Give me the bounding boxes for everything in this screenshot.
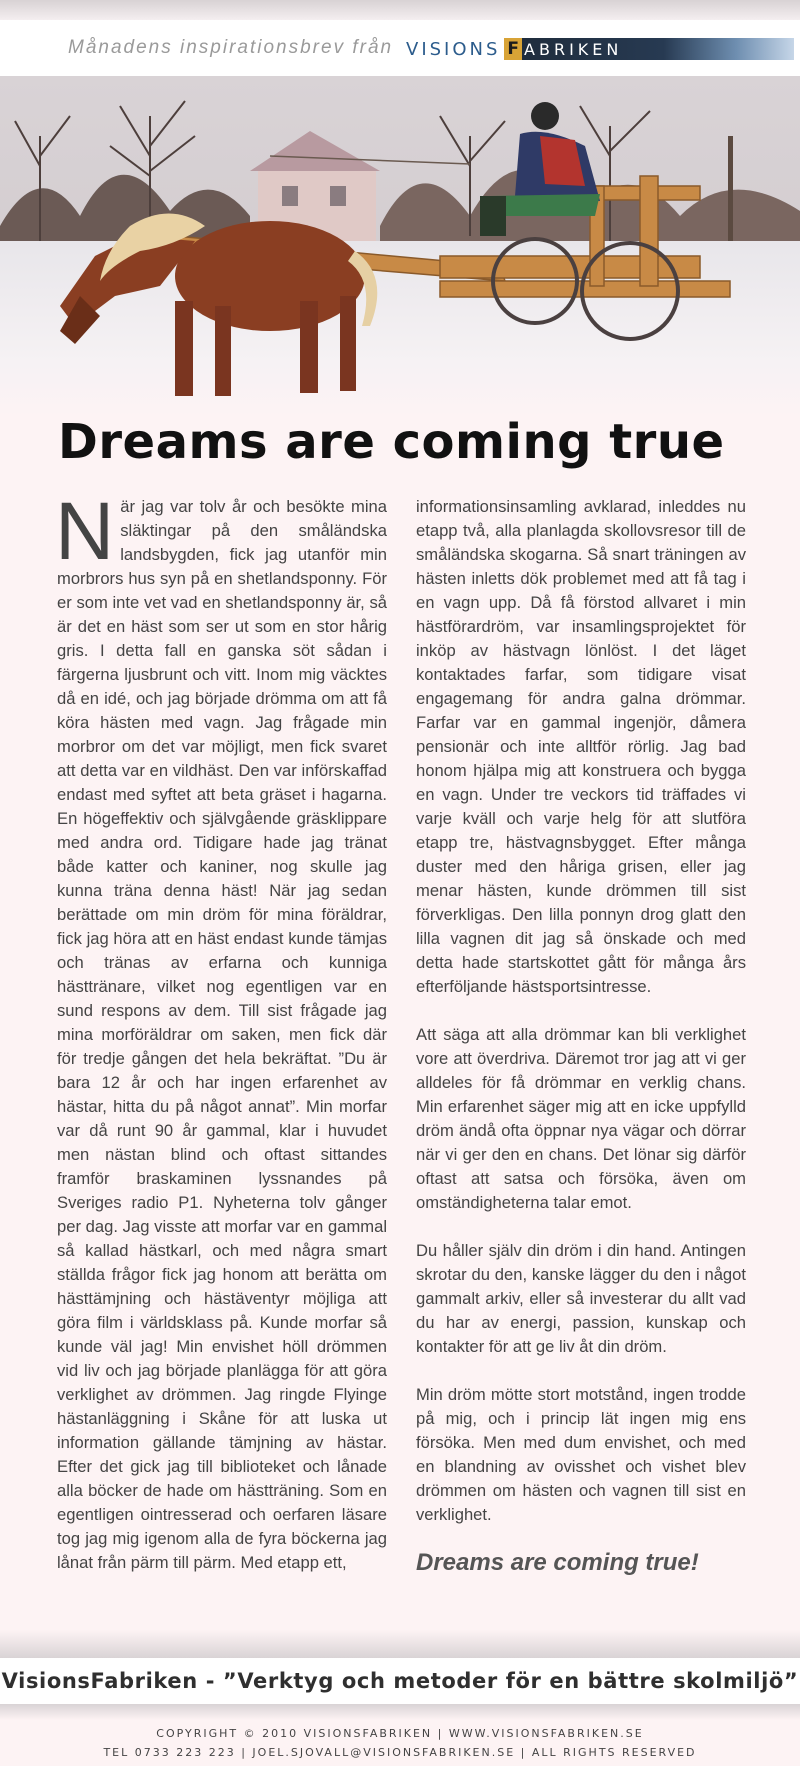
logo-abriken-text: ABRIKEN [524, 39, 623, 59]
footer-divider-top [0, 1630, 800, 1658]
newsletter-tagline: Månadens inspirationsbrev från [68, 37, 394, 58]
article-paragraph: Min dröm mötte stort motstånd, ingen trodde på mig, och i princip lät ingen mig ens försöka. Men med dum envishet, och med en blandning av ovisshet och vishet blev drömmen om hästen och vagnen till sist en verklighet. [416, 1385, 746, 1524]
visionsfabriken-logo[interactable] [406, 38, 794, 60]
footer-divider-bottom [0, 1704, 800, 1720]
article-paragraph-text: är jag var tolv år och besökte mina släktingar på den småländska landsbygden, fick jag utanför min morbrors hus syn på en shetlandsponny. För er som inte vet vad en shetlandsponny är, så är det en häst som ser ut som en stor hårig gris. I detta fall en ganska söt sådan i färgerna ljusbrunt och vitt. Inom mig väcktes då en idé, och jag började drömma om att få köra hästen med vagn. Jag frågade min morbror om det var möjligt, men fick svaret att detta var en vildhäst. Den var införskaffad endast med syftet att beta gräset i hagarna. En högeffektiv och självgående gräsklippare med andra ord. Tidigare hade jag tränat både katter och kaniner, nog skulle jag kunna träna denna häst! När jag sedan berättade om min dröm för mina föräldrar, fick jag höra att en häst endast kunde tämjas och tränas av erfarna och kunniga hästtränare, vilket nog egentligen var en sund respons av dem. Till sist frågade jag mina morföräldrar om saken, men fick där för tredje gången det hela bekräftat. ”Du är bara 12 år och har ingen erfarenhet av hästar, hitta du på något annat”. Min morfar var då runt 90 år gammal, klar i huvudet men nästan blind och oftast sittandes framför braskaminen lyssnandes på Sveriges radio P1. Nyheterna tolv gånger per dag. Jag visste att morfar var en gammal så kallad hästkarl, och med några smart ställda frågor fick jag honom att berätta om hästtämjning och hästäventyr möjliga att göra film i världsklass på. Kunde morfar så kunde väl jag! Min envishet höll drömmen vid liv och jag började planlägga för att göra verklighet av drömmen. Jag ringde Flyinge hästanläggning i Skåne för att luska ut information gällande tämjning av hästar. Efter det gick jag till biblioteket och lånade alla böcker de hade om hästträning. Som en egentligen ointresserad och oerfaren läsare tog jag mig igenom alla de fyra böckerna jag lånat från pärm till pärm. Med etapp ett, [57, 497, 387, 1572]
article-paragraph [55, 486, 387, 1575]
footer-slogan: VisionsFabriken - ”Verktyg och metoder för en bättre skolmiljö” [1, 1669, 799, 1693]
drop-cap: N [55, 486, 115, 577]
article-headline: Dreams are coming true [58, 414, 725, 470]
logo-visions-text: VISIONS [406, 38, 501, 60]
logo-fabriken-bar [504, 38, 794, 60]
closing-line: Dreams are coming true! [416, 1549, 699, 1576]
article-paragraph: Att säga att alla drömmar kan bli verklighet vore att överdriva. Däremot tror jag att vi ger alldeles för få drömmar en verklig chans. Min erfarenhet säger mig att en icke uppfylld dröm ändå ofta öppnar nya vägar och dörrar när vi ger den en chans. Det lönar sig därför oftast att satsa och försöka, även om omständigheterna talar emot. [416, 1025, 746, 1212]
top-decorative-strip [0, 0, 800, 20]
logo-f-letter: F [504, 38, 522, 60]
contact-line[interactable]: TEL 0733 223 223 | JOEL.SJOVALL@VISIONSFABRIKEN.SE | ALL RIGHTS RESERVED [103, 1746, 697, 1759]
article-column-left [55, 486, 387, 1599]
footer-banner [0, 1658, 800, 1704]
article-paragraph: Du håller själv din dröm i din hand. Antingen skrotar du den, kanske lägger du den i något gammalt arkiv, eller så investerar du allt vad du har av energi, passion, kunskap och kontakter för att ge liv åt din dröm. [416, 1241, 746, 1356]
hero-photo-pony-cart [0, 76, 800, 416]
newsletter-header [0, 20, 800, 76]
article-paragraph: informationsinsamling avklarad, inleddes nu etapp två, alla planlagda skollovsresor till de småländska skogarna. Så snart träningen av hästen inletts dök problemet med att få tag i en vagn upp. Då få förstod allvaret i min hästförardröm, var insamlingsprojektet för inköp av hästvagn lönlöst. I det läget kontaktades farfar, som tidigare visat engagemang för andra galna drömmar. Farfar var en gammal ingenjör, dåmera pensionär och inte alltför rörlig. Jag bad honom hjälpa mig att konstruera och bygga en vagn. Under tre veckors tid träffades vi varje kväll och varje helg för att slutföra etapp tre, hästvagnsbygget. Efter många duster med den håriga grisen, eller jag menar hästen, kunde drömmen till sist förverkligas. Den lilla ponnyn drog glatt den lilla vagnen dit jag så önskade och med detta hade startskottet gått för många års efterföljande hästsportsintresse. [416, 497, 746, 996]
article-column-right [416, 495, 746, 1575]
copyright-line[interactable]: COPYRIGHT © 2010 VISIONSFABRIKEN | WWW.VISIONSFABRIKEN.SE [156, 1727, 644, 1740]
